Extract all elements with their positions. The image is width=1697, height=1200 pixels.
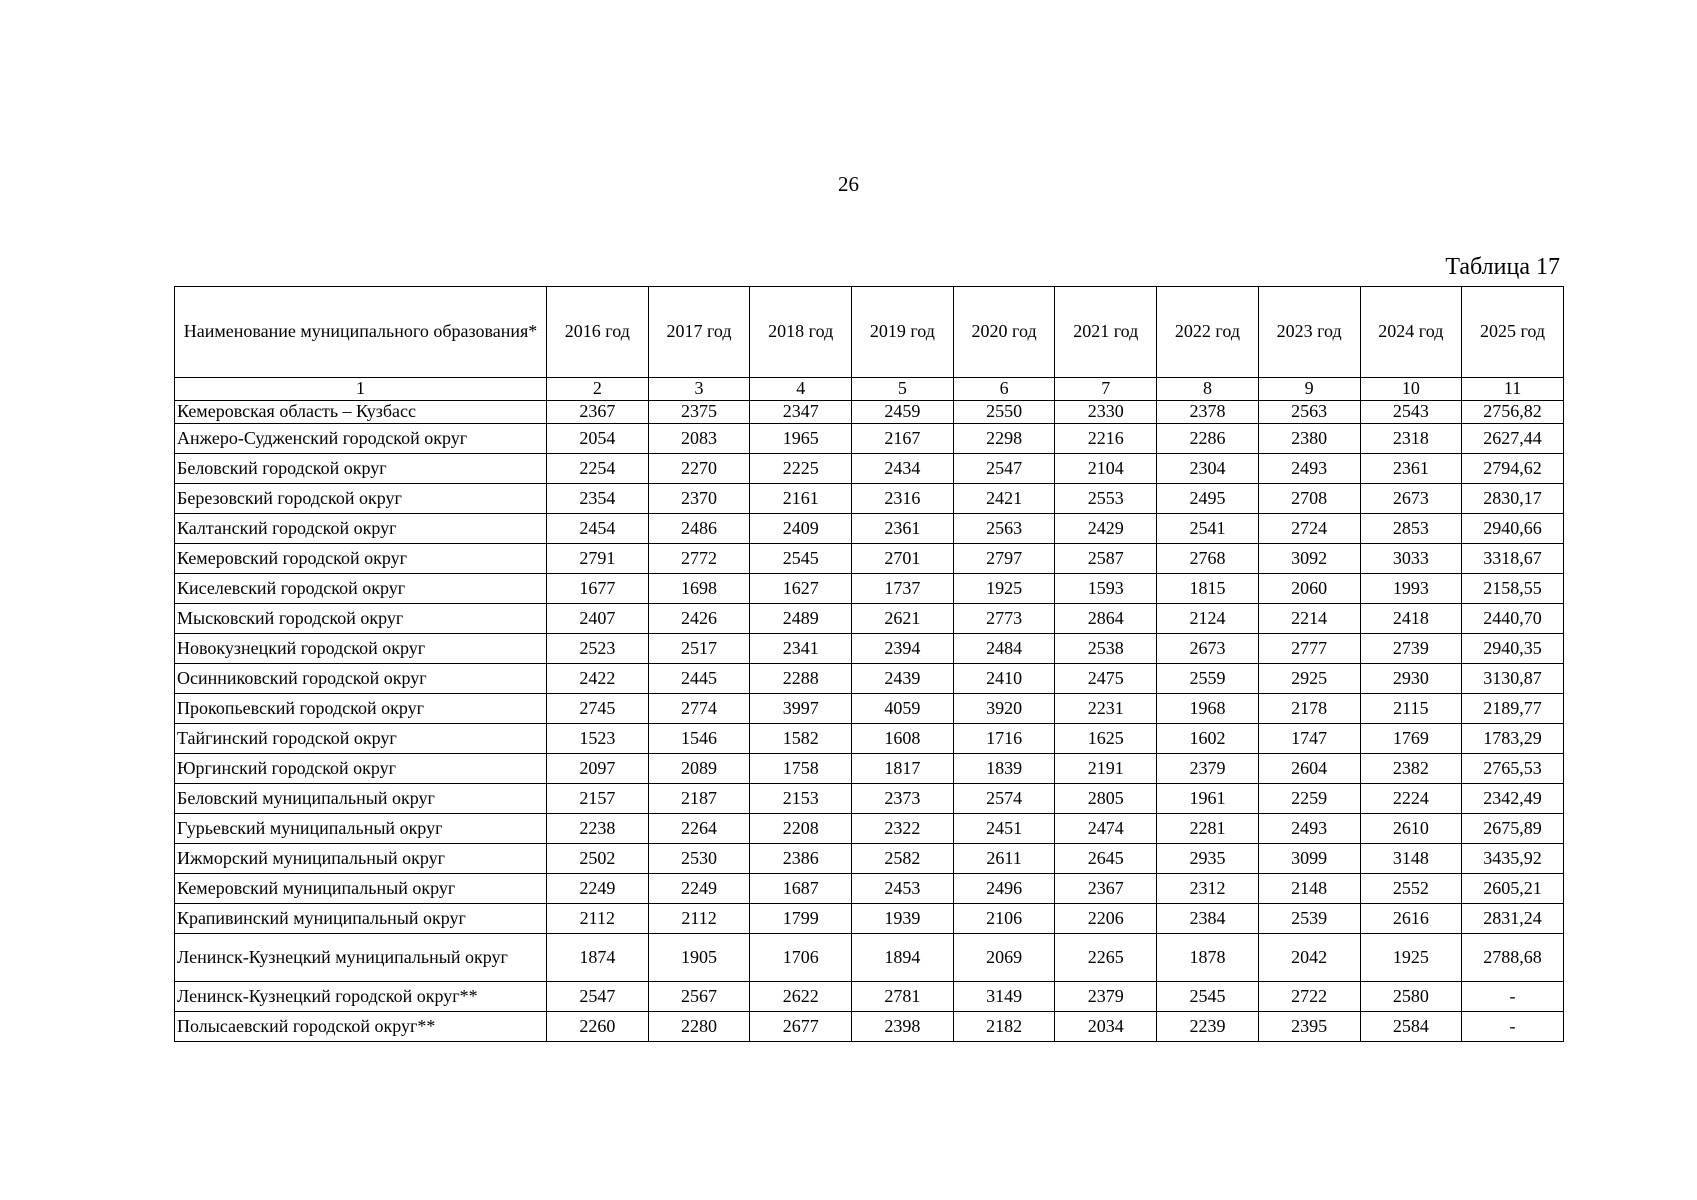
- row-name-cell: Крапивинский муниципальный округ: [175, 904, 547, 934]
- value-cell: 1758: [750, 754, 852, 784]
- row-name-cell: Ленинск-Кузнецкий муниципальный округ: [175, 934, 547, 982]
- value-cell: 2797: [953, 544, 1055, 574]
- value-cell: 2611: [953, 844, 1055, 874]
- row-name-cell: Тайгинский городской округ: [175, 724, 547, 754]
- value-cell: 2054: [547, 424, 649, 454]
- value-cell: 2484: [953, 634, 1055, 664]
- value-cell: 3099: [1258, 844, 1360, 874]
- value-cell: 2426: [648, 604, 750, 634]
- value-cell: 2940,35: [1462, 634, 1564, 664]
- row-name-cell: Мысковский городской округ: [175, 604, 547, 634]
- value-cell: 2853: [1360, 514, 1462, 544]
- value-cell: 2270: [648, 454, 750, 484]
- row-name-cell: Кемеровский муниципальный округ: [175, 874, 547, 904]
- value-cell: 2864: [1055, 604, 1157, 634]
- value-cell: 3130,87: [1462, 664, 1564, 694]
- table-row: [175, 664, 1564, 694]
- value-cell: 2434: [852, 454, 954, 484]
- value-cell: 2539: [1258, 904, 1360, 934]
- table-row: [175, 634, 1564, 664]
- value-cell: 2773: [953, 604, 1055, 634]
- value-cell: 2330: [1055, 401, 1157, 424]
- table-row: [175, 604, 1564, 634]
- value-cell: 1716: [953, 724, 1055, 754]
- value-cell: 3920: [953, 694, 1055, 724]
- value-cell: 1993: [1360, 574, 1462, 604]
- value-cell: 1968: [1157, 694, 1259, 724]
- value-cell: 2298: [953, 424, 1055, 454]
- value-cell: 2545: [1157, 982, 1259, 1012]
- value-cell: 2060: [1258, 574, 1360, 604]
- value-cell: 2552: [1360, 874, 1462, 904]
- value-cell: 2224: [1360, 784, 1462, 814]
- row-name-cell: Киселевский городской округ: [175, 574, 547, 604]
- table-row: [175, 934, 1564, 982]
- table-row: [175, 754, 1564, 784]
- value-cell: 3092: [1258, 544, 1360, 574]
- value-cell: 2318: [1360, 424, 1462, 454]
- value-cell: 2745: [547, 694, 649, 724]
- value-cell: -: [1462, 982, 1564, 1012]
- value-cell: 2191: [1055, 754, 1157, 784]
- value-cell: 3997: [750, 694, 852, 724]
- value-cell: 1625: [1055, 724, 1157, 754]
- value-cell: 2445: [648, 664, 750, 694]
- value-cell: 2367: [547, 401, 649, 424]
- value-cell: 2616: [1360, 904, 1462, 934]
- value-cell: 2440,70: [1462, 604, 1564, 634]
- row-name-cell: Ижморский муниципальный округ: [175, 844, 547, 874]
- header-cell-year: 2018 год: [750, 287, 852, 378]
- row-name-cell: Анжеро-Судженский городской округ: [175, 424, 547, 454]
- value-cell: 2493: [1258, 454, 1360, 484]
- column-number-cell: 7: [1055, 378, 1157, 401]
- column-number-row: [175, 378, 1564, 401]
- value-cell: 2622: [750, 982, 852, 1012]
- column-number-cell: 5: [852, 378, 954, 401]
- value-cell: 2410: [953, 664, 1055, 694]
- value-cell: 2225: [750, 454, 852, 484]
- value-cell: 2083: [648, 424, 750, 454]
- value-cell: 2394: [852, 634, 954, 664]
- value-cell: 1894: [852, 934, 954, 982]
- row-name-cell: Новокузнецкий городской округ: [175, 634, 547, 664]
- value-cell: 2231: [1055, 694, 1157, 724]
- value-cell: 1799: [750, 904, 852, 934]
- value-cell: 2553: [1055, 484, 1157, 514]
- value-cell: 2034: [1055, 1012, 1157, 1042]
- value-cell: 2459: [852, 401, 954, 424]
- value-cell: 2367: [1055, 874, 1157, 904]
- header-cell-name: Наименование муниципального образования*: [175, 287, 547, 378]
- row-name-cell: Кемеровский городской округ: [175, 544, 547, 574]
- value-cell: 2386: [750, 844, 852, 874]
- value-cell: 2158,55: [1462, 574, 1564, 604]
- value-cell: 1546: [648, 724, 750, 754]
- value-cell: 2422: [547, 664, 649, 694]
- value-cell: 2379: [1055, 982, 1157, 1012]
- value-cell: 2112: [648, 904, 750, 934]
- value-cell: 2772: [648, 544, 750, 574]
- value-cell: 2347: [750, 401, 852, 424]
- row-name-cell: Калтанский городской округ: [175, 514, 547, 544]
- value-cell: 2089: [648, 754, 750, 784]
- row-name-cell: Гурьевский муниципальный округ: [175, 814, 547, 844]
- table-row: [175, 874, 1564, 904]
- value-cell: 2701: [852, 544, 954, 574]
- row-name-cell: Беловский муниципальный округ: [175, 784, 547, 814]
- value-cell: 2708: [1258, 484, 1360, 514]
- value-cell: 2259: [1258, 784, 1360, 814]
- value-cell: 2249: [547, 874, 649, 904]
- value-cell: 2545: [750, 544, 852, 574]
- table-caption: Таблица 17: [1445, 254, 1560, 280]
- table-row: [175, 454, 1564, 484]
- value-cell: 2429: [1055, 514, 1157, 544]
- table-header-row: [175, 287, 1564, 378]
- row-name-cell: Березовский городской округ: [175, 484, 547, 514]
- table-row: [175, 784, 1564, 814]
- value-cell: 2407: [547, 604, 649, 634]
- value-cell: 2178: [1258, 694, 1360, 724]
- value-cell: 2580: [1360, 982, 1462, 1012]
- table-row: [175, 724, 1564, 754]
- value-cell: 3148: [1360, 844, 1462, 874]
- row-name-cell: Кемеровская область – Кузбасс: [175, 401, 547, 424]
- value-cell: 2543: [1360, 401, 1462, 424]
- value-cell: 3435,92: [1462, 844, 1564, 874]
- row-name-cell: Осинниковский городской округ: [175, 664, 547, 694]
- value-cell: 1737: [852, 574, 954, 604]
- value-cell: 2610: [1360, 814, 1462, 844]
- value-cell: 1815: [1157, 574, 1259, 604]
- header-cell-year: 2021 год: [1055, 287, 1157, 378]
- value-cell: 2157: [547, 784, 649, 814]
- value-cell: 2791: [547, 544, 649, 574]
- value-cell: 2187: [648, 784, 750, 814]
- value-cell: 2379: [1157, 754, 1259, 784]
- value-cell: 1925: [1360, 934, 1462, 982]
- value-cell: 2587: [1055, 544, 1157, 574]
- value-cell: 1965: [750, 424, 852, 454]
- value-cell: 2451: [953, 814, 1055, 844]
- value-cell: 2604: [1258, 754, 1360, 784]
- value-cell: 2112: [547, 904, 649, 934]
- value-cell: 2378: [1157, 401, 1259, 424]
- value-cell: 1677: [547, 574, 649, 604]
- value-cell: 2421: [953, 484, 1055, 514]
- value-cell: 2830,17: [1462, 484, 1564, 514]
- value-cell: 2781: [852, 982, 954, 1012]
- value-cell: 2777: [1258, 634, 1360, 664]
- value-cell: 2774: [648, 694, 750, 724]
- value-cell: 1523: [547, 724, 649, 754]
- header-cell-year: 2024 год: [1360, 287, 1462, 378]
- value-cell: 2454: [547, 514, 649, 544]
- value-cell: 2106: [953, 904, 1055, 934]
- page-number: 26: [838, 172, 859, 196]
- value-cell: 1817: [852, 754, 954, 784]
- row-name-cell: Беловский городской округ: [175, 454, 547, 484]
- value-cell: 2621: [852, 604, 954, 634]
- value-cell: 1706: [750, 934, 852, 982]
- value-cell: 2316: [852, 484, 954, 514]
- value-cell: 2104: [1055, 454, 1157, 484]
- value-cell: 2322: [852, 814, 954, 844]
- value-cell: 2788,68: [1462, 934, 1564, 982]
- value-cell: 2370: [648, 484, 750, 514]
- value-cell: 2768: [1157, 544, 1259, 574]
- value-cell: 1905: [648, 934, 750, 982]
- value-cell: 2673: [1360, 484, 1462, 514]
- value-cell: 1939: [852, 904, 954, 934]
- value-cell: 1698: [648, 574, 750, 604]
- value-cell: 2249: [648, 874, 750, 904]
- value-cell: 2384: [1157, 904, 1259, 934]
- value-cell: 2645: [1055, 844, 1157, 874]
- value-cell: 2418: [1360, 604, 1462, 634]
- value-cell: 2605,21: [1462, 874, 1564, 904]
- value-cell: 2342,49: [1462, 784, 1564, 814]
- value-cell: 2214: [1258, 604, 1360, 634]
- header-cell-year: 2023 год: [1258, 287, 1360, 378]
- value-cell: 2206: [1055, 904, 1157, 934]
- value-cell: 2673: [1157, 634, 1259, 664]
- value-cell: 2238: [547, 814, 649, 844]
- table-row: [175, 544, 1564, 574]
- value-cell: 2115: [1360, 694, 1462, 724]
- value-cell: 2380: [1258, 424, 1360, 454]
- table-row: [175, 401, 1564, 424]
- value-cell: 2265: [1055, 934, 1157, 982]
- value-cell: 2523: [547, 634, 649, 664]
- value-cell: 2489: [750, 604, 852, 634]
- value-cell: -: [1462, 1012, 1564, 1042]
- value-cell: 1627: [750, 574, 852, 604]
- value-cell: 2216: [1055, 424, 1157, 454]
- value-cell: 2208: [750, 814, 852, 844]
- value-cell: 2563: [953, 514, 1055, 544]
- value-cell: 2281: [1157, 814, 1259, 844]
- value-cell: 2675,89: [1462, 814, 1564, 844]
- value-cell: 1593: [1055, 574, 1157, 604]
- value-cell: 2069: [953, 934, 1055, 982]
- value-cell: 2304: [1157, 454, 1259, 484]
- header-cell-year: 2025 год: [1462, 287, 1564, 378]
- value-cell: 2239: [1157, 1012, 1259, 1042]
- value-cell: 2765,53: [1462, 754, 1564, 784]
- table-row: [175, 1012, 1564, 1042]
- value-cell: 2264: [648, 814, 750, 844]
- table-row: [175, 904, 1564, 934]
- value-cell: 2486: [648, 514, 750, 544]
- value-cell: 1878: [1157, 934, 1259, 982]
- value-cell: 2373: [852, 784, 954, 814]
- value-cell: 1582: [750, 724, 852, 754]
- value-cell: 2382: [1360, 754, 1462, 784]
- header-cell-year: 2017 год: [648, 287, 750, 378]
- value-cell: 2042: [1258, 934, 1360, 982]
- value-cell: 2940,66: [1462, 514, 1564, 544]
- column-number-cell: 2: [547, 378, 649, 401]
- column-number-cell: 1: [175, 378, 547, 401]
- value-cell: 2794,62: [1462, 454, 1564, 484]
- table-row: [175, 484, 1564, 514]
- value-cell: 3318,67: [1462, 544, 1564, 574]
- table-row: [175, 982, 1564, 1012]
- value-cell: 2167: [852, 424, 954, 454]
- value-cell: 2153: [750, 784, 852, 814]
- column-number-cell: 8: [1157, 378, 1259, 401]
- value-cell: 2260: [547, 1012, 649, 1042]
- value-cell: 2398: [852, 1012, 954, 1042]
- value-cell: 2189,77: [1462, 694, 1564, 724]
- value-cell: 2354: [547, 484, 649, 514]
- value-cell: 2677: [750, 1012, 852, 1042]
- value-cell: 2254: [547, 454, 649, 484]
- table-row: [175, 424, 1564, 454]
- value-cell: 2925: [1258, 664, 1360, 694]
- value-cell: 2182: [953, 1012, 1055, 1042]
- value-cell: 2541: [1157, 514, 1259, 544]
- value-cell: 2517: [648, 634, 750, 664]
- value-cell: 2739: [1360, 634, 1462, 664]
- value-cell: 2724: [1258, 514, 1360, 544]
- value-cell: 1747: [1258, 724, 1360, 754]
- column-number-cell: 9: [1258, 378, 1360, 401]
- row-name-cell: Полысаевский городской округ**: [175, 1012, 547, 1042]
- value-cell: 2831,24: [1462, 904, 1564, 934]
- value-cell: 2627,44: [1462, 424, 1564, 454]
- value-cell: 2148: [1258, 874, 1360, 904]
- value-cell: 2375: [648, 401, 750, 424]
- value-cell: 2574: [953, 784, 1055, 814]
- value-cell: 2582: [852, 844, 954, 874]
- value-cell: 2409: [750, 514, 852, 544]
- value-cell: 1687: [750, 874, 852, 904]
- header-cell-year: 2022 год: [1157, 287, 1259, 378]
- value-cell: 2097: [547, 754, 649, 784]
- value-cell: 2495: [1157, 484, 1259, 514]
- column-number-cell: 6: [953, 378, 1055, 401]
- value-cell: 1839: [953, 754, 1055, 784]
- value-cell: 2547: [547, 982, 649, 1012]
- value-cell: 1874: [547, 934, 649, 982]
- table-row: [175, 514, 1564, 544]
- value-cell: 2395: [1258, 1012, 1360, 1042]
- value-cell: 2361: [1360, 454, 1462, 484]
- value-cell: 2930: [1360, 664, 1462, 694]
- value-cell: 2124: [1157, 604, 1259, 634]
- value-cell: 2530: [648, 844, 750, 874]
- data-table: [174, 286, 1564, 1042]
- column-number-cell: 11: [1462, 378, 1564, 401]
- value-cell: 1602: [1157, 724, 1259, 754]
- value-cell: 2312: [1157, 874, 1259, 904]
- value-cell: 2584: [1360, 1012, 1462, 1042]
- header-cell-year: 2016 год: [547, 287, 649, 378]
- row-name-cell: Юргинский городской округ: [175, 754, 547, 784]
- value-cell: 2563: [1258, 401, 1360, 424]
- value-cell: 2722: [1258, 982, 1360, 1012]
- value-cell: 2538: [1055, 634, 1157, 664]
- value-cell: 2439: [852, 664, 954, 694]
- value-cell: 3149: [953, 982, 1055, 1012]
- value-cell: 2288: [750, 664, 852, 694]
- value-cell: 2474: [1055, 814, 1157, 844]
- header-cell-year: 2020 год: [953, 287, 1055, 378]
- value-cell: 2756,82: [1462, 401, 1564, 424]
- table-row: [175, 814, 1564, 844]
- value-cell: 2502: [547, 844, 649, 874]
- value-cell: 2496: [953, 874, 1055, 904]
- value-cell: 2475: [1055, 664, 1157, 694]
- column-number-cell: 3: [648, 378, 750, 401]
- column-number-cell: 4: [750, 378, 852, 401]
- value-cell: 2361: [852, 514, 954, 544]
- value-cell: 1961: [1157, 784, 1259, 814]
- value-cell: 1769: [1360, 724, 1462, 754]
- column-number-cell: 10: [1360, 378, 1462, 401]
- value-cell: 2559: [1157, 664, 1259, 694]
- value-cell: 1783,29: [1462, 724, 1564, 754]
- row-name-cell: Ленинск-Кузнецкий городской округ**: [175, 982, 547, 1012]
- row-name-cell: Прокопьевский городской округ: [175, 694, 547, 724]
- value-cell: 2280: [648, 1012, 750, 1042]
- value-cell: 2550: [953, 401, 1055, 424]
- value-cell: 2935: [1157, 844, 1259, 874]
- value-cell: 1925: [953, 574, 1055, 604]
- table-row: [175, 844, 1564, 874]
- value-cell: 2161: [750, 484, 852, 514]
- value-cell: 1608: [852, 724, 954, 754]
- table-row: [175, 694, 1564, 724]
- table-row: [175, 574, 1564, 604]
- value-cell: 2547: [953, 454, 1055, 484]
- value-cell: 4059: [852, 694, 954, 724]
- value-cell: 2805: [1055, 784, 1157, 814]
- value-cell: 3033: [1360, 544, 1462, 574]
- value-cell: 2493: [1258, 814, 1360, 844]
- value-cell: 2567: [648, 982, 750, 1012]
- header-cell-year: 2019 год: [852, 287, 954, 378]
- value-cell: 2453: [852, 874, 954, 904]
- value-cell: 2286: [1157, 424, 1259, 454]
- value-cell: 2341: [750, 634, 852, 664]
